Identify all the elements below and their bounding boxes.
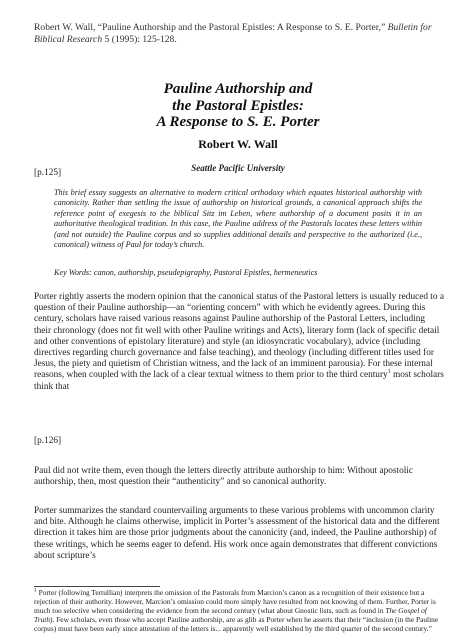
- page-marker-126: [p.126]: [34, 436, 62, 446]
- citation-suffix: 5 (1995): 125-128.: [102, 34, 177, 46]
- author-name: Robert W. Wall: [198, 137, 278, 151]
- article-title: [60, 81, 416, 131]
- title-line-3: A Response to S. E. Porter: [156, 114, 320, 130]
- body-paragraph-2: Paul did not write them, even though the letters directly attribute authorship to him: Without apostolic authorship, then, most question their “authenticity” and so canonical authority.: [34, 466, 414, 488]
- footnote-1: [34, 589, 444, 634]
- author-affiliation: Seattle Pacific University: [191, 163, 285, 173]
- body-paragraph-1: [34, 292, 444, 393]
- footnote-divider: [34, 586, 160, 587]
- paragraph-1-text: Porter rightly asserts the modern opinion that the canonical status of the Pastoral letters is usually reduced to a question of their Pauline authorship—an “orienting concern” with which he evidently agrees. During this century, scholars have raised various reasons against Pauline authorship of the Pastoral Letters, including their chronology (does not fit well with other Pauline writings and Acts), literary form (lack of specific detail and other conventions of epistolary literature) and style (an idiosyncratic vocabulary), advice (including directives regarding church governance and false teaching), and theology (including different titles used for Jesus, the piety and quietism of Christian witness, and the lack of an imminent parousia). For these internal reasons, when coupled with the lack of a clear textual witness to them prior to the third century: [34, 292, 444, 381]
- footnote-reference[interactable]: 1: [387, 369, 391, 376]
- footnote-work-title: The Gospel of Truth: [34, 605, 427, 624]
- title-line-1: Pauline Authorship and: [163, 81, 313, 97]
- page-marker-125: [p.125]: [34, 168, 62, 178]
- body-paragraph-3: Porter summarizes the standard countervailing arguments to these various problems with uncommon clarity and bite. Although he claims otherwise, implicit in Porter’s assessment of the historical data and the different direction it takes him are those prior judgments about the canonicity (and, indeed, the Pauline authorship) of these writings, which he seems eager to defend. His work once again demonstrates that different convictions about scripture’s: [34, 506, 440, 561]
- abstract: This brief essay suggests an alternative to modern critical orthodoxy which equates historical authorship with canonicity. Rather than settling the issue of authorship on historical grounds, a canonical approach shifts the reference point of exegesis to the biblical Sitz im Leben, where authorship of a document posits it in an authoritative theological tradition. In this case, the Pauline address of the Pastorals locates these letters within (and not outside) the Pauline corpus and so supplies additional details and perspective to the authorized (i.e., canonical) witness of Paul for today’s church.: [54, 188, 422, 250]
- paragraph-1-end: most scholars think that: [34, 370, 444, 392]
- journal-name: Bulletin for Biblical Research: [34, 22, 432, 46]
- footnote-number: 1: [34, 587, 37, 594]
- footnote-text-b: ). Few scholars, even those who accept Pauline authorship, are as glib as Porter when he asserts that their “inclusion (in the Pauline corpus) must have been early since attestation of the letters is... apparently well established by the third quarter of the second century.”: [34, 614, 439, 633]
- citation-prefix: Robert W. Wall, “Pauline Authorship and the Pastoral Epistles: A Response to S. E. Porter,”: [34, 22, 388, 33]
- keywords: Key Words: canon, authorship, pseudepigraphy, Pastoral Epistles, hermeneutics: [54, 268, 318, 277]
- title-line-2: the Pastoral Epistles:: [172, 97, 304, 114]
- citation-header: [34, 22, 454, 46]
- footnote-text-a: Porter (following Tertullian) interprets the omission of the Pastorals from Marcion’s canon as a recognition of their existence but a rejection of their authority. However, Marcion’s omission could more simply have resulted from not knowing of them. Further, Porter is much too selective when considering the evidence from the second century (what about Gnostic lists, such as found in: [34, 588, 436, 615]
